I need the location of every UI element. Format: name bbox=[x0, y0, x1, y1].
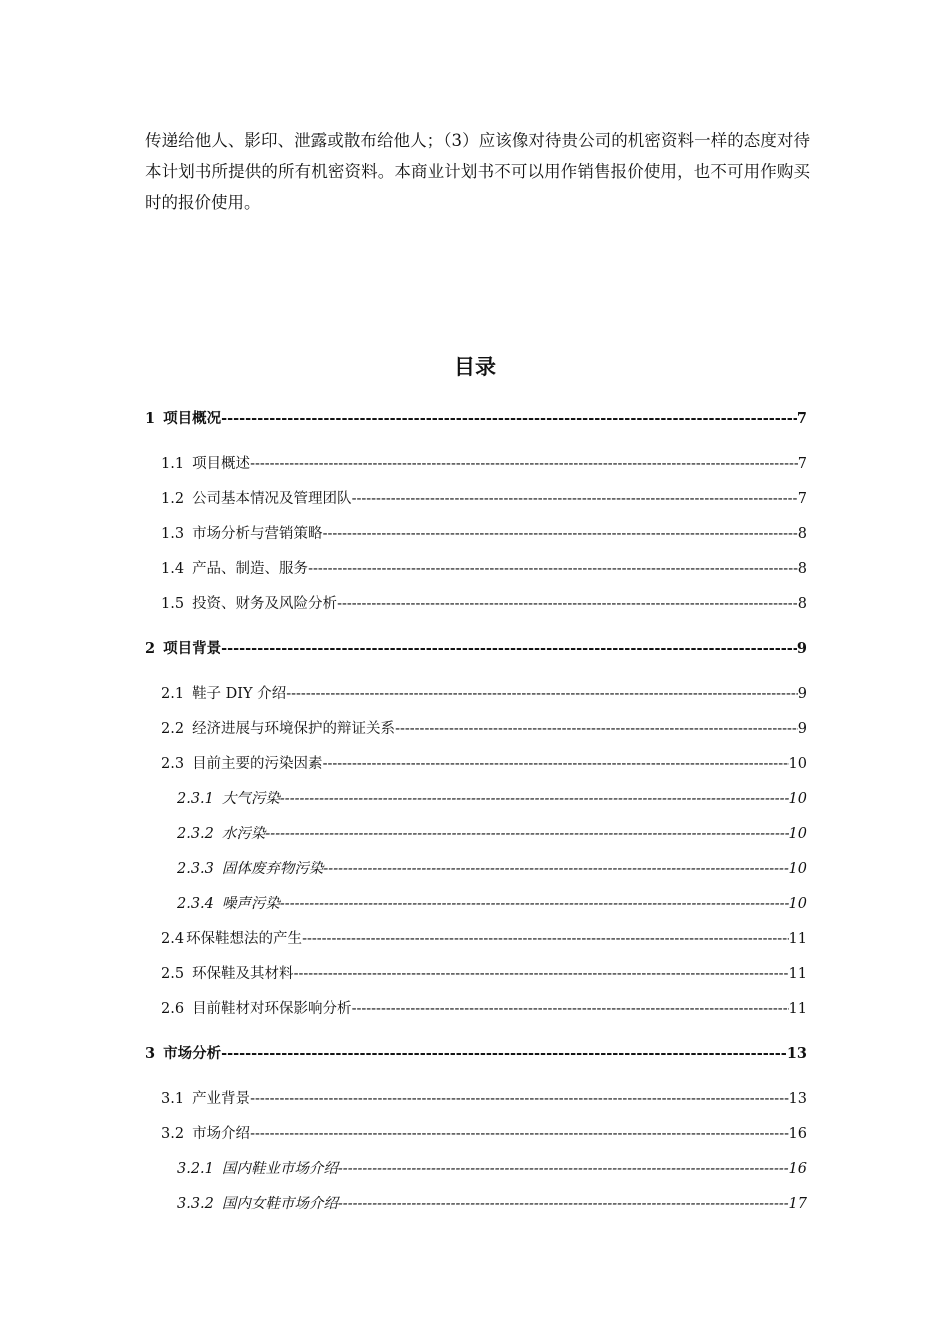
toc-entry-2-3-1[interactable] bbox=[177, 790, 807, 808]
toc-dot-leader bbox=[308, 560, 798, 578]
toc-entry-page: 9 bbox=[797, 686, 807, 702]
toc-dot-leader bbox=[352, 490, 798, 508]
toc-entry-number: 3.2 bbox=[161, 1126, 185, 1142]
toc-entry-number: 3.3.2 bbox=[177, 1196, 214, 1212]
toc-entry-1-4[interactable] bbox=[161, 560, 807, 578]
toc-dot-leader bbox=[250, 455, 798, 473]
toc-entry-title: 国内鞋业市场介绍 bbox=[221, 1161, 338, 1177]
toc-dot-leader bbox=[221, 410, 797, 428]
toc-entry-title: 目前主要的污染因素 bbox=[192, 756, 323, 772]
toc-dot-leader bbox=[280, 790, 789, 808]
toc-dot-leader bbox=[323, 860, 788, 878]
toc-entry-page: 8 bbox=[797, 561, 807, 577]
toc-entry-number: 2.1 bbox=[161, 686, 185, 702]
toc-entry-number: 2.3.2 bbox=[177, 826, 214, 842]
toc-entry-page: 9 bbox=[796, 640, 807, 657]
toc-dot-leader bbox=[294, 965, 789, 983]
toc-entry-number: 2.6 bbox=[161, 1001, 185, 1017]
toc-entry-page: 9 bbox=[797, 721, 807, 737]
toc-entry-title: 产业背景 bbox=[192, 1091, 251, 1107]
toc-entry-3[interactable] bbox=[145, 1045, 807, 1063]
toc-entry-page: 17 bbox=[788, 1196, 807, 1212]
toc-entry-1-1[interactable] bbox=[161, 455, 807, 473]
toc-entry-title: 鞋子 DIY 介绍 bbox=[192, 686, 287, 702]
toc-entry-page: 10 bbox=[788, 826, 807, 842]
toc-entry-2-3[interactable] bbox=[161, 755, 807, 773]
toc-entry-title: 国内女鞋市场介绍 bbox=[221, 1196, 338, 1212]
toc-entry-2-5[interactable] bbox=[161, 965, 807, 983]
toc-dot-leader bbox=[302, 930, 788, 948]
toc-entry-title: 水污染 bbox=[221, 826, 266, 842]
toc-entry-1-3[interactable] bbox=[161, 525, 807, 543]
toc-entry-number: 2.3.3 bbox=[177, 861, 214, 877]
toc-entry-number: 2.4 bbox=[161, 931, 185, 947]
toc-entry-number: 2.5 bbox=[161, 966, 185, 982]
toc-entry-title: 市场介绍 bbox=[192, 1126, 251, 1142]
toc-entry-title: 经济进展与环境保护的辩证关系 bbox=[192, 721, 396, 737]
toc-dot-leader bbox=[221, 1045, 787, 1063]
toc-entry-number: 1.1 bbox=[161, 456, 185, 472]
toc-entry-title: 公司基本情况及管理团队 bbox=[192, 491, 352, 507]
toc-entry-page: 16 bbox=[788, 1161, 807, 1177]
toc-entry-title: 投资、财务及风险分析 bbox=[192, 596, 338, 612]
toc-dot-leader bbox=[395, 720, 798, 738]
toc-entry-title: 环保鞋及其材料 bbox=[192, 966, 294, 982]
toc-entry-2[interactable] bbox=[145, 640, 807, 658]
toc-dot-leader bbox=[250, 1125, 788, 1143]
toc-entry-page: 7 bbox=[797, 456, 807, 472]
toc-entry-3-2-1[interactable] bbox=[177, 1160, 807, 1178]
toc-entry-number: 1 bbox=[145, 410, 156, 427]
toc-entry-number: 2.3.4 bbox=[177, 896, 214, 912]
toc-entry-page: 10 bbox=[788, 756, 807, 772]
toc-entry-page: 10 bbox=[788, 791, 807, 807]
toc-dot-leader bbox=[286, 685, 798, 703]
toc-entry-page: 16 bbox=[788, 1126, 807, 1142]
toc-entry-page: 13 bbox=[788, 1091, 807, 1107]
toc-entry-2-2[interactable] bbox=[161, 720, 807, 738]
toc-title: 目录 bbox=[454, 355, 496, 379]
toc-entry-title: 产品、制造、服务 bbox=[192, 561, 309, 577]
toc-entry-2-1[interactable] bbox=[161, 685, 807, 703]
toc-entry-page: 7 bbox=[796, 410, 807, 427]
toc-entry-page: 10 bbox=[788, 896, 807, 912]
toc-entry-title: 市场分析与营销策略 bbox=[192, 526, 323, 542]
toc-entry-number: 3 bbox=[145, 1045, 156, 1062]
toc-entry-2-3-3[interactable] bbox=[177, 860, 807, 878]
toc-entry-page: 7 bbox=[797, 491, 807, 507]
toc-entry-page: 11 bbox=[788, 1001, 807, 1017]
toc-dot-leader bbox=[323, 525, 798, 543]
intro-paragraph: 传递给他人、影印、泄露或散布给他人；（3）应该像对待贵公司的机密资料一样的态度对待本计划书所提供的所有机密资料。本商业计划书不可以用作销售报价使用，也不可用作购买时的报价使用。 bbox=[145, 131, 810, 212]
toc-entry-number: 2.3 bbox=[161, 756, 185, 772]
toc-dot-leader bbox=[265, 825, 788, 843]
toc-entry-page: 8 bbox=[797, 596, 807, 612]
toc-entry-1[interactable] bbox=[145, 410, 807, 428]
toc-entry-title: 目前鞋材对环保影响分析 bbox=[192, 1001, 352, 1017]
toc-entry-3-2[interactable] bbox=[161, 1125, 807, 1143]
toc-entry-page: 11 bbox=[788, 966, 807, 982]
toc-entry-3-3-2[interactable] bbox=[177, 1195, 807, 1213]
toc-entry-number: 1.5 bbox=[161, 596, 185, 612]
toc-entry-number: 3.1 bbox=[161, 1091, 185, 1107]
toc-entry-page: 11 bbox=[788, 931, 807, 947]
toc-entry-2-3-4[interactable] bbox=[177, 895, 807, 913]
toc-entry-title: 噪声污染 bbox=[221, 896, 280, 912]
toc-entry-title: 项目概况 bbox=[163, 410, 222, 427]
toc-entry-number: 2.3.1 bbox=[177, 791, 214, 807]
toc-dot-leader bbox=[338, 1195, 789, 1213]
toc-dot-leader bbox=[352, 1000, 789, 1018]
toc-dot-leader bbox=[280, 895, 789, 913]
toc-entry-number: 1.2 bbox=[161, 491, 185, 507]
toc-entry-1-5[interactable] bbox=[161, 595, 807, 613]
toc-entry-title: 市场分析 bbox=[163, 1045, 222, 1062]
toc-entry-page: 10 bbox=[788, 861, 807, 877]
toc-entry-number: 2.2 bbox=[161, 721, 185, 737]
toc-entry-title: 项目背景 bbox=[163, 640, 222, 657]
toc-entry-number: 2 bbox=[145, 640, 156, 657]
toc-entry-number: 3.2.1 bbox=[177, 1161, 214, 1177]
toc-dot-leader bbox=[221, 640, 797, 658]
toc-dot-leader bbox=[323, 755, 789, 773]
toc-entry-title: 固体废弃物污染 bbox=[221, 861, 324, 877]
toc-entry-number: 1.4 bbox=[161, 561, 185, 577]
toc-entry-number: 1.3 bbox=[161, 526, 185, 542]
toc-entry-2-3-2[interactable] bbox=[177, 825, 807, 843]
toc-entry-title: 项目概述 bbox=[192, 456, 251, 472]
toc-entry-title: 环保鞋想法的产生 bbox=[186, 931, 303, 947]
toc-entry-2-4[interactable] bbox=[161, 930, 807, 948]
toc-entry-title: 大气污染 bbox=[221, 791, 280, 807]
toc-dot-leader bbox=[338, 1160, 789, 1178]
toc-dot-leader bbox=[337, 595, 798, 613]
toc-entry-2-6[interactable] bbox=[161, 1000, 807, 1018]
toc-entry-3-1[interactable] bbox=[161, 1090, 807, 1108]
toc-entry-page: 8 bbox=[797, 526, 807, 542]
toc-dot-leader bbox=[250, 1090, 788, 1108]
toc-entry-page: 13 bbox=[786, 1045, 807, 1062]
toc-entry-1-2[interactable] bbox=[161, 490, 807, 508]
